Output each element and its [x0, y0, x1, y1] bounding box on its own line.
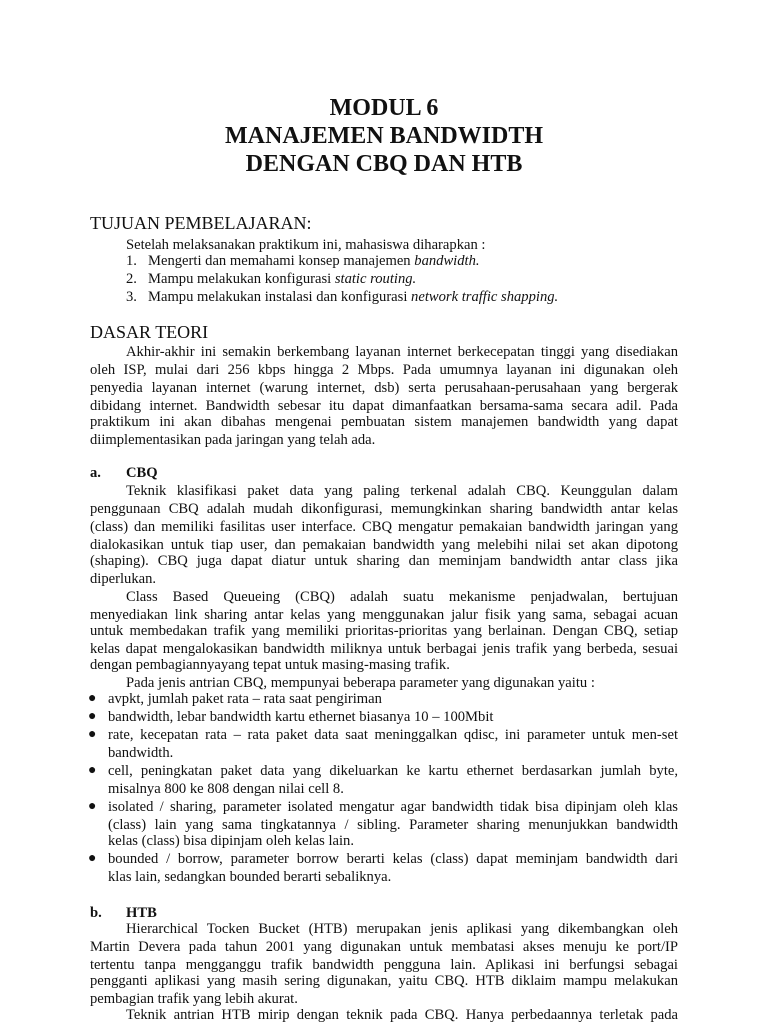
tujuan-intro: Setelah melaksanakan praktikum ini, mahasiswa diharapkan : [126, 237, 486, 253]
bullet-item: isolated / sharing, parameter isolated mengatur agar bandwidth tidak bisa dipinjam oleh klas [108, 799, 678, 815]
paragraph-line: dengan pembagiannyayang tepat untuk masing-masing trafik. [90, 657, 450, 673]
bullet-item-cont: bandwidth. [108, 745, 174, 761]
cbq-heading: CBQ [126, 465, 158, 481]
paragraph-line: Class Based Queueing (CBQ) adalah suatu mekanisme penjadwalan, bertujuan [126, 589, 678, 605]
module-number-title: MODUL 6 [329, 95, 439, 121]
list-item: Mengerti dan memahami konsep manajemen bandwidth. [148, 253, 480, 269]
list-number: 3. [126, 289, 137, 305]
bullet-icon: ● [88, 691, 97, 706]
paragraph-line: penggunaan CBQ adalah mudah dikonfigurasi, memungkinkan sharing bandwidth antar kelas [90, 501, 678, 517]
list-item: Mampu melakukan instalasi dan konfigurasi network traffic shapping. [148, 289, 559, 305]
bullet-item-cont: (class) lain yang sama tingkatannya / sibling. Parameter sharing menunjukkan bandwidth [108, 817, 678, 833]
paragraph-line: oleh ISP, mulai dari 256 kbps hingga 2 Mbps. Pada umumnya layanan ini digunakan oleh [90, 362, 678, 378]
paragraph-line: Teknik antrian HTB mirip dengan teknik pada CBQ. Hanya perbedaannya terletak pada [126, 1007, 678, 1023]
paragraph-line: Hierarchical Tocken Bucket (HTB) merupakan jenis aplikasi yang dikembangkan oleh [126, 921, 678, 937]
list-number: 2. [126, 271, 137, 287]
paragraph-line: pengganti aplikasi yang masih sering digunakan, yaitu CBQ. HTB diklaim mampu melakukan [90, 973, 678, 989]
paragraph-line: penyedia layanan internet (warung internet, dsb) serta perusahaan-perusahaan yang bergerak [90, 380, 678, 396]
paragraph-line: diimplementasikan pada jaringan yang telah ada. [90, 432, 376, 448]
paragraph-line: Akhir-akhir ini semakin berkembang layanan internet berkecepatan tinggi yang disediakan [126, 344, 678, 360]
list-number: 1. [126, 253, 137, 269]
bullet-item: cell, peningkatan paket data yang dikeluarkan ke kartu ethernet berdasarkan jumlah byte, [108, 763, 678, 779]
paragraph-line: dialokasikan untuk tiap user, dan pemakaian bandwidth yang melebihi nilai set akan dipotong [90, 537, 678, 553]
paragraph-line: kelas dapat mengalokasikan bandwidth miliknya untuk berbagai jenis trafik yang berbeda, sesuai [90, 641, 678, 657]
bullet-item: bounded / borrow, parameter borrow berarti kelas (class) dapat meminjam bandwidth dari [108, 851, 678, 867]
paragraph-line: menyediakan link sharing antar kelas yang menggunakan jalur fisik yang sama, sebagai acuan [90, 607, 678, 623]
bullet-icon: ● [88, 709, 97, 724]
paragraph-line: pembagian trafik yang lebih akurat. [90, 991, 298, 1007]
bullet-item-cont: klas lain, sedangkan bounded berarti sebaliknya. [108, 869, 392, 885]
paragraph-line: tertentu tanpa mengganggu trafik bandwidth pengguna lain. Aplikasi ini berfungsi sebagai [90, 957, 678, 973]
bullet-item: rate, kecepatan rata – rata paket data saat meninggalkan qdisc, ini parameter untuk men-set [108, 727, 678, 743]
bullet-icon: ● [88, 851, 97, 866]
tujuan-heading: TUJUAN PEMBELAJARAN: [90, 213, 312, 233]
paragraph-line: (shaping). CBQ juga dapat diatur untuk sharing dan meminjam bandwidth antar class jika [90, 553, 678, 569]
paragraph-line: Teknik klasifikasi paket data yang paling terkenal adalah CBQ. Keunggulan dalam [126, 483, 678, 499]
paragraph-line: dibidang internet. Bandwidth sebesar itu dapat dimanfaatkan bersama-sama secara adil. Pada [90, 398, 678, 414]
bullet-item: avpkt, jumlah paket rata – rata saat pengiriman [108, 691, 382, 707]
list-item: Mampu melakukan konfigurasi static routing. [148, 271, 417, 287]
bullet-icon: ● [88, 763, 97, 778]
bullet-item-cont: kelas (class) bisa dipinjam oleh kelas lain. [108, 833, 354, 849]
paragraph-line: untuk membedakan trafik yang memiliki prioritas-prioritas yang berlainan. Dengan CBQ, setiap [90, 623, 678, 639]
module-subtitle: DENGAN CBQ DAN HTB [245, 151, 523, 177]
bullet-item: bandwidth, lebar bandwidth kartu ethernet biasanya 10 – 100Mbit [108, 709, 494, 725]
bullet-icon: ● [88, 727, 97, 742]
paragraph-line: (class) dan memiliki fasilitas user interface. CBQ mengatur pemakaian bandwidth jaringan yang [90, 519, 678, 535]
bullet-icon: ● [88, 799, 97, 814]
dasar-teori-heading: DASAR TEORI [90, 322, 209, 342]
paragraph-line: praktikum ini akan dibahas mengenai pembuatan sistem manajemen bandwidth yang dapat [90, 414, 678, 430]
paragraph-line: Pada jenis antrian CBQ, mempunyai beberapa parameter yang digunakan yaitu : [126, 675, 595, 691]
section-label: a. [90, 465, 101, 481]
bullet-item-cont: misalnya 800 ke 808 dengan nilai cell 8. [108, 781, 344, 797]
section-label: b. [90, 905, 102, 921]
htb-heading: HTB [126, 905, 157, 921]
paragraph-line: Martin Devera pada tahun 2001 yang digunakan untuk membatasi akses menuju ke port/IP [90, 939, 678, 955]
module-title: MANAJEMEN BANDWIDTH [225, 123, 543, 149]
paragraph-line: diperlukan. [90, 571, 157, 587]
